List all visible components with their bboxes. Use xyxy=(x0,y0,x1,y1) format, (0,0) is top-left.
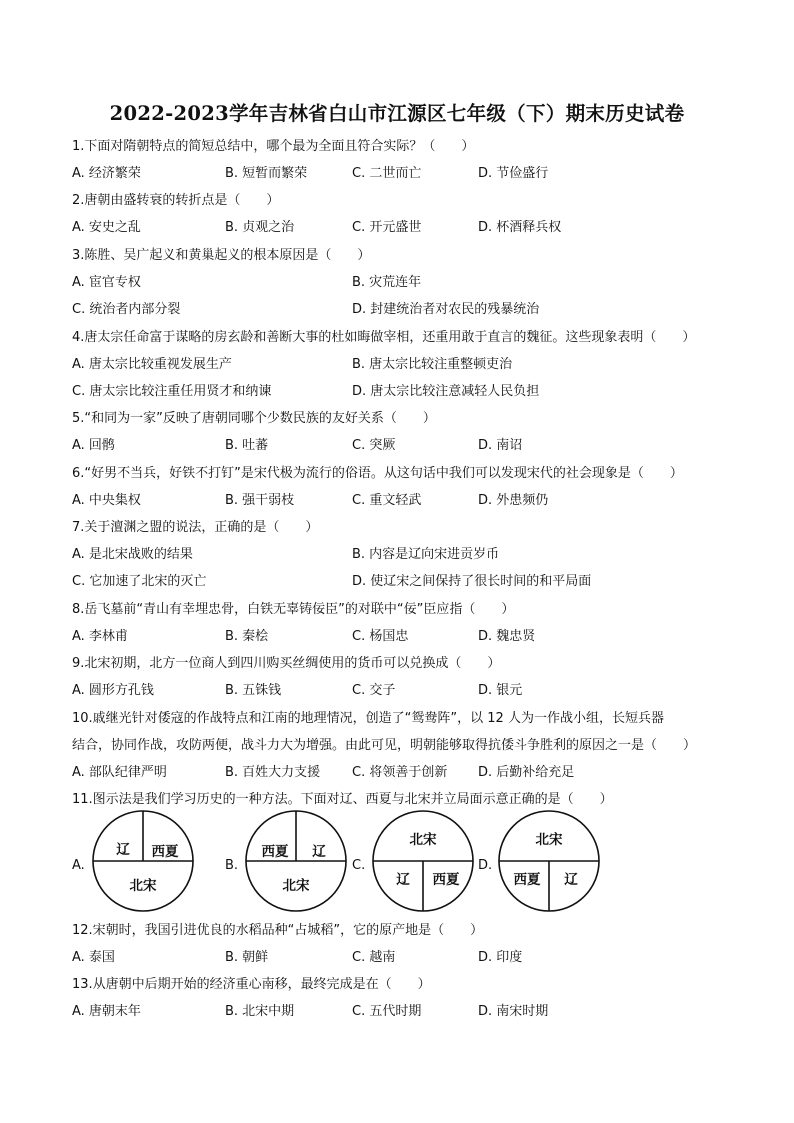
q4-option-c: C. 唐太宗比较注重任用贤才和纳谏 xyxy=(72,384,272,399)
q7-option-c: C. 它加速了北宋的灭亡 xyxy=(72,574,207,589)
q5-option-c: C. 突厥 xyxy=(352,438,396,453)
diagram-a xyxy=(92,810,194,912)
q4-option-a: A. 唐太宗比较重视发展生产 xyxy=(72,357,232,372)
q4-option-d: D. 唐太宗比较注意减轻人民负担 xyxy=(352,384,540,399)
q8-option-b: B. 秦桧 xyxy=(225,629,269,644)
diagram-b-top-left: 西夏 xyxy=(261,844,289,860)
q8-option-d: D. 魏忠贤 xyxy=(478,629,536,644)
q9-option-b: B. 五铢钱 xyxy=(225,683,282,698)
q12-option-d: D. 印度 xyxy=(478,950,523,965)
q13-option-c: C. 五代时期 xyxy=(352,1004,422,1019)
q10-option-c: C. 将领善于创新 xyxy=(352,765,448,780)
q5-option-b: B. 吐蕃 xyxy=(225,438,269,453)
q3-option-a: A. 宦官专权 xyxy=(72,275,141,290)
diagram-c xyxy=(372,810,474,912)
question-10-stem-line2: 结合，协同作战，攻防两便，战斗力大为增强。由此可见，明朝能够取得抗倭斗争胜利的原因之一是（ ） xyxy=(72,738,697,753)
question-2-stem: 2.唐朝由盛转衰的转折点是（ ） xyxy=(72,193,280,208)
q12-option-a: A. 泰国 xyxy=(72,950,115,965)
question-10-stem: 10.戚继光针对倭寇的作战特点和江南的地理情况，创造了“鸳鸯阵”，以 12 人为一作战小组，长短兵器 xyxy=(72,711,664,726)
diagram-a-bottom: 北宋 xyxy=(129,878,157,894)
q5-option-a: A. 回鹘 xyxy=(72,438,115,453)
q1-option-b: B. 短暂而繁荣 xyxy=(225,166,308,181)
diagram-d-top: 北宋 xyxy=(535,832,563,848)
diagram-a-top-left: 辽 xyxy=(116,842,130,858)
q6-option-b: B. 强干弱枝 xyxy=(225,493,295,508)
q11-option-d: D. xyxy=(478,858,493,873)
question-7-stem: 7.关于澶渊之盟的说法，正确的是（ ） xyxy=(72,520,319,535)
question-1-stem: 1.下面对隋朝特点的简短总结中，哪个最为全面且符合实际？（ ） xyxy=(72,139,475,154)
q7-option-b: B. 内容是辽向宋进贡岁币 xyxy=(352,547,500,562)
question-12-stem: 12.宋朝时，我国引进优良的水稻品种“占城稻”，它的原产地是（ ） xyxy=(72,923,484,938)
question-11-stem: 11.图示法是我们学习历史的一种方法。下面对辽、西夏与北宋并立局面示意正确的是（ ） xyxy=(72,792,613,807)
q9-option-c: C. 交子 xyxy=(352,683,396,698)
q2-option-b: B. 贞观之治 xyxy=(225,220,295,235)
q13-option-b: B. 北宋中期 xyxy=(225,1004,295,1019)
question-3-stem: 3.陈胜、吴广起义和黄巢起义的根本原因是（ ） xyxy=(72,248,371,263)
diagram-b-top-right: 辽 xyxy=(312,844,326,860)
q1-option-a: A. 经济繁荣 xyxy=(72,166,141,181)
exam-title: 2022-2023学年吉林省白山市江源区七年级（下）期末历史试卷 xyxy=(109,102,685,125)
q3-option-d: D. 封建统治者对农民的残暴统治 xyxy=(352,302,540,317)
q8-option-c: C. 杨国忠 xyxy=(352,629,409,644)
q9-option-d: D. 银元 xyxy=(478,683,523,698)
diagram-d-bottom-left: 西夏 xyxy=(513,872,541,888)
q7-option-a: A. 是北宋战败的结果 xyxy=(72,547,193,562)
q8-option-a: A. 李林甫 xyxy=(72,629,128,644)
q13-option-a: A. 唐朝末年 xyxy=(72,1004,141,1019)
q6-option-c: C. 重文轻武 xyxy=(352,493,422,508)
q10-option-d: D. 后勤补给充足 xyxy=(478,765,575,780)
q3-option-b: B. 灾荒连年 xyxy=(352,275,422,290)
q10-option-a: A. 部队纪律严明 xyxy=(72,765,167,780)
diagram-d xyxy=(498,810,600,912)
diagram-a-top-right: 西夏 xyxy=(151,844,179,860)
q2-option-d: D. 杯酒释兵权 xyxy=(478,220,562,235)
diagram-b xyxy=(245,810,347,912)
question-9-stem: 9.北宋初期，北方一位商人到四川购买丝绸使用的货币可以兑换成（ ） xyxy=(72,656,501,671)
diagram-b-bottom: 北宋 xyxy=(282,878,310,894)
q11-option-b: B. xyxy=(225,858,239,873)
q6-option-a: A. 中央集权 xyxy=(72,493,141,508)
diagram-c-bottom-right: 西夏 xyxy=(432,872,460,888)
q7-option-d: D. 使辽宋之间保持了很长时间的和平局面 xyxy=(352,574,592,589)
question-6-stem: 6.“好男不当兵，好铁不打钉”是宋代极为流行的俗语。从这句话中我们可以发现宋代的社会现象是（ ） xyxy=(72,466,683,481)
question-8-stem: 8.岳飞墓前“青山有幸埋忠骨，白铁无辜铸佞臣”的对联中“佞”臣应指（ ） xyxy=(72,602,515,617)
q4-option-b: B. 唐太宗比较注重整顿吏治 xyxy=(352,357,513,372)
diagram-c-top: 北宋 xyxy=(409,832,437,848)
question-4-stem: 4.唐太宗任命富于谋略的房玄龄和善断大事的杜如晦做宰相，还重用敢于直言的魏征。这些现象表明（ ） xyxy=(72,330,696,345)
question-5-stem: 5.“和同为一家”反映了唐朝同哪个少数民族的友好关系（ ） xyxy=(72,411,436,426)
q12-option-c: C. 越南 xyxy=(352,950,396,965)
diagram-d-bottom-right: 辽 xyxy=(564,872,578,888)
diagram-c-bottom-left: 辽 xyxy=(396,872,410,888)
question-13-stem: 13.从唐朝中后期开始的经济重心南移，最终完成是在（ ） xyxy=(72,977,431,992)
q1-option-c: C. 二世而亡 xyxy=(352,166,422,181)
q2-option-a: A. 安史之乱 xyxy=(72,220,141,235)
q12-option-b: B. 朝鲜 xyxy=(225,950,269,965)
q3-option-c: C. 统治者内部分裂 xyxy=(72,302,181,317)
q13-option-d: D. 南宋时期 xyxy=(478,1004,549,1019)
q1-option-d: D. 节俭盛行 xyxy=(478,166,549,181)
q10-option-b: B. 百姓大力支援 xyxy=(225,765,321,780)
q6-option-d: D. 外患频仍 xyxy=(478,493,549,508)
q11-option-a: A. xyxy=(72,858,85,873)
q5-option-d: D. 南诏 xyxy=(478,438,523,453)
q2-option-c: C. 开元盛世 xyxy=(352,220,422,235)
q9-option-a: A. 圆形方孔钱 xyxy=(72,683,154,698)
q11-option-c: C. xyxy=(352,858,366,873)
